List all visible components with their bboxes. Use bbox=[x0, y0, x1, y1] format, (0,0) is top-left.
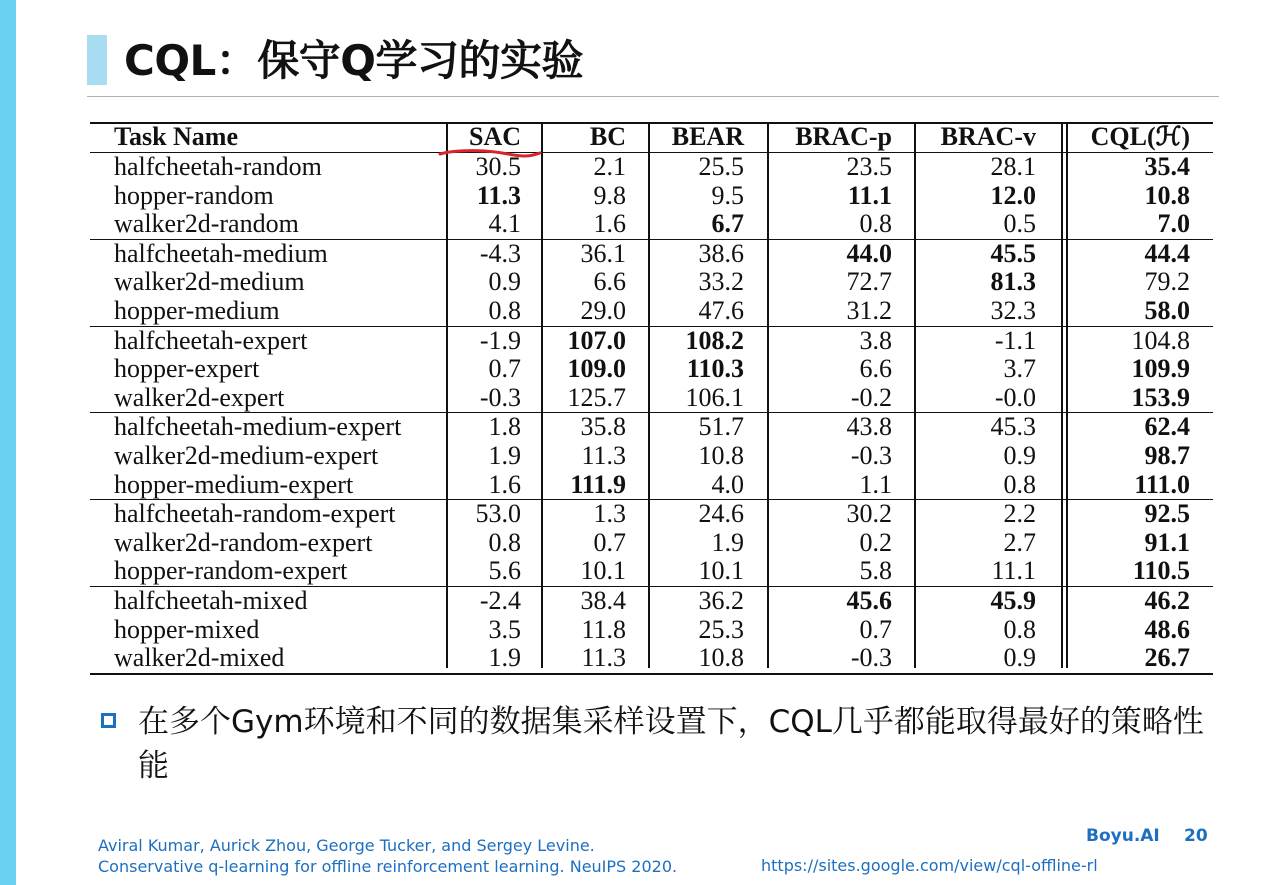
score-cell: 26.7 bbox=[1144, 643, 1190, 673]
score-cell: 0.8 bbox=[488, 295, 521, 325]
score-cell: -0.2 bbox=[850, 382, 892, 412]
score-cell: 1.9 bbox=[488, 440, 521, 470]
score-cell: 0.8 bbox=[1003, 614, 1036, 644]
score-cell: 35.4 bbox=[1144, 152, 1190, 181]
score-cell: 0.5 bbox=[1003, 209, 1036, 239]
task-name-cell: hopper-mixed bbox=[114, 614, 260, 644]
score-cell: 10.1 bbox=[580, 556, 626, 586]
score-cell: 1.9 bbox=[711, 527, 744, 557]
score-cell: 0.2 bbox=[859, 527, 892, 557]
score-cell: 5.6 bbox=[488, 556, 521, 586]
score-cell: 6.6 bbox=[859, 354, 892, 384]
table-row bbox=[90, 471, 1213, 500]
task-name-cell: halfcheetah-mixed bbox=[114, 585, 308, 615]
score-cell: 81.3 bbox=[990, 267, 1036, 297]
task-name-cell: walker2d-random-expert bbox=[114, 527, 373, 557]
task-name-cell: halfcheetah-expert bbox=[114, 325, 308, 355]
left-accent-bar bbox=[0, 0, 16, 885]
score-cell: 109.0 bbox=[567, 354, 626, 384]
score-cell: 1.3 bbox=[593, 499, 626, 529]
score-cell: -2.4 bbox=[479, 585, 521, 615]
score-cell: 4.0 bbox=[711, 469, 744, 499]
table-row bbox=[90, 529, 1213, 558]
task-name-cell: halfcheetah-random bbox=[114, 152, 322, 181]
task-name-cell: walker2d-medium bbox=[114, 267, 305, 297]
score-cell: 25.3 bbox=[698, 614, 744, 644]
task-name-cell: halfcheetah-random-expert bbox=[114, 499, 396, 529]
table-row bbox=[90, 499, 1213, 529]
score-cell: 44.4 bbox=[1144, 238, 1190, 268]
task-name-cell: halfcheetah-medium-expert bbox=[114, 412, 402, 442]
score-cell: 2.2 bbox=[1003, 499, 1036, 529]
score-cell: 45.9 bbox=[990, 585, 1036, 615]
score-cell: 10.8 bbox=[1144, 180, 1190, 210]
score-cell: 9.8 bbox=[593, 180, 626, 210]
header-col-2: BC bbox=[589, 122, 626, 151]
score-cell: 110.5 bbox=[1132, 556, 1190, 586]
score-cell: 108.2 bbox=[685, 325, 744, 355]
header-col-4: BRAC-p bbox=[795, 122, 892, 151]
column-divider bbox=[914, 122, 916, 668]
column-divider bbox=[1066, 122, 1068, 668]
score-cell: 38.6 bbox=[698, 238, 744, 268]
score-cell: 0.9 bbox=[1003, 440, 1036, 470]
page-title: CQL：保守Q学习的实验 bbox=[124, 36, 583, 85]
score-cell: 58.0 bbox=[1144, 295, 1190, 325]
score-cell: 10.8 bbox=[698, 643, 744, 673]
table-row bbox=[90, 644, 1213, 675]
score-cell: 45.5 bbox=[990, 238, 1036, 268]
score-cell: -0.0 bbox=[994, 382, 1036, 412]
score-cell: 30.2 bbox=[846, 499, 892, 529]
score-cell: 111.0 bbox=[1134, 469, 1190, 499]
score-cell: 2.7 bbox=[1003, 527, 1036, 557]
header-col-5: BRAC-v bbox=[940, 122, 1036, 151]
citation-paper: Conservative q-learning for offline reinforcement learning. NeuIPS 2020. bbox=[98, 857, 678, 876]
table-row bbox=[90, 326, 1213, 356]
task-name-cell: walker2d-expert bbox=[114, 382, 285, 412]
score-cell: 11.3 bbox=[581, 643, 626, 673]
score-cell: 6.6 bbox=[593, 267, 626, 297]
score-cell: 36.1 bbox=[580, 238, 626, 268]
header-col-3: BEAR bbox=[671, 122, 744, 151]
score-cell: 12.0 bbox=[990, 180, 1036, 210]
table-header-row bbox=[90, 122, 1213, 153]
title-divider bbox=[87, 96, 1219, 97]
citation bbox=[98, 835, 677, 877]
score-cell: 72.7 bbox=[846, 267, 892, 297]
table-row bbox=[90, 210, 1213, 239]
task-name-cell: walker2d-random bbox=[114, 209, 299, 239]
red-handwritten-underline bbox=[438, 146, 542, 162]
score-cell: 4.1 bbox=[488, 209, 521, 239]
score-cell: -1.1 bbox=[994, 325, 1036, 355]
score-cell: 24.6 bbox=[698, 499, 744, 529]
score-cell: 45.6 bbox=[846, 585, 892, 615]
score-cell: 0.7 bbox=[593, 527, 626, 557]
score-cell: -1.9 bbox=[479, 325, 521, 355]
table-row bbox=[90, 153, 1213, 182]
task-name-cell: halfcheetah-medium bbox=[114, 238, 328, 268]
score-cell: 0.7 bbox=[859, 614, 892, 644]
score-cell: 3.5 bbox=[488, 614, 521, 644]
score-cell: 0.9 bbox=[488, 267, 521, 297]
score-cell: 0.8 bbox=[488, 527, 521, 557]
table-row bbox=[90, 557, 1213, 586]
score-cell: 92.5 bbox=[1144, 499, 1190, 529]
score-cell: 1.6 bbox=[593, 209, 626, 239]
score-cell: 11.8 bbox=[581, 614, 626, 644]
score-cell: 107.0 bbox=[567, 325, 626, 355]
score-cell: 62.4 bbox=[1144, 412, 1190, 442]
bullet-text: 在多个Gym环境和不同的数据集采样设置下，CQL几乎都能取得最好的策略性能 bbox=[138, 704, 1204, 784]
task-name-cell: walker2d-mixed bbox=[114, 643, 285, 673]
score-cell: 43.8 bbox=[846, 412, 892, 442]
column-divider bbox=[541, 122, 543, 668]
score-cell: -0.3 bbox=[850, 440, 892, 470]
results-table bbox=[90, 122, 1213, 675]
score-cell: 47.6 bbox=[698, 295, 744, 325]
reference-link[interactable]: https://sites.google.com/view/cql-offline-rl bbox=[761, 856, 1098, 875]
column-divider bbox=[648, 122, 650, 668]
score-cell: 98.7 bbox=[1144, 440, 1190, 470]
title-marker bbox=[87, 35, 107, 85]
header-task-name: Task Name bbox=[114, 122, 239, 151]
score-cell: 6.7 bbox=[711, 209, 744, 239]
page-number: 20 bbox=[1184, 826, 1208, 846]
task-name-cell: walker2d-medium-expert bbox=[114, 440, 379, 470]
score-cell: 9.5 bbox=[711, 180, 744, 210]
score-cell: 153.9 bbox=[1131, 382, 1190, 412]
task-name-cell: hopper-random-expert bbox=[114, 556, 348, 586]
score-cell: 3.8 bbox=[859, 325, 892, 355]
task-name-cell: hopper-random bbox=[114, 180, 274, 210]
score-cell: 1.9 bbox=[488, 643, 521, 673]
table-row bbox=[90, 268, 1213, 297]
table-row bbox=[90, 297, 1213, 326]
score-cell: 23.5 bbox=[846, 152, 892, 181]
table-row bbox=[90, 586, 1213, 616]
score-cell: 104.8 bbox=[1131, 325, 1190, 355]
score-cell: 30.5 bbox=[475, 152, 521, 181]
score-cell: 28.1 bbox=[990, 152, 1036, 181]
score-cell: 53.0 bbox=[475, 499, 521, 529]
table-row bbox=[90, 384, 1213, 413]
score-cell: 109.9 bbox=[1131, 354, 1190, 384]
score-cell: 11.3 bbox=[476, 180, 521, 210]
score-cell: 106.1 bbox=[685, 382, 744, 412]
score-cell: 1.6 bbox=[488, 469, 521, 499]
table-row bbox=[90, 239, 1213, 269]
table-row bbox=[90, 616, 1213, 645]
score-cell: 3.7 bbox=[1003, 354, 1036, 384]
citation-authors: Aviral Kumar, Aurick Zhou, George Tucker, and Sergey Levine. bbox=[98, 836, 595, 855]
score-cell: 35.8 bbox=[580, 412, 626, 442]
table-row bbox=[90, 355, 1213, 384]
column-divider bbox=[446, 122, 448, 668]
score-cell: -0.3 bbox=[850, 643, 892, 673]
score-cell: 36.2 bbox=[698, 585, 744, 615]
score-cell: 32.3 bbox=[990, 295, 1036, 325]
task-name-cell: hopper-medium bbox=[114, 295, 280, 325]
score-cell: 0.8 bbox=[859, 209, 892, 239]
table-row bbox=[90, 442, 1213, 471]
header-col-1: SAC bbox=[468, 122, 521, 151]
task-name-cell: hopper-expert bbox=[114, 354, 260, 384]
score-cell: -4.3 bbox=[479, 238, 521, 268]
score-cell: 44.0 bbox=[846, 238, 892, 268]
score-cell: 0.8 bbox=[1003, 469, 1036, 499]
score-cell: 91.1 bbox=[1144, 527, 1190, 557]
column-divider bbox=[1061, 122, 1063, 668]
score-cell: 0.9 bbox=[1003, 643, 1036, 673]
score-cell: 110.3 bbox=[686, 354, 744, 384]
score-cell: 29.0 bbox=[580, 295, 626, 325]
score-cell: 45.3 bbox=[990, 412, 1036, 442]
score-cell: 79.2 bbox=[1144, 267, 1190, 297]
score-cell: 38.4 bbox=[580, 585, 626, 615]
bullet-square-icon bbox=[101, 713, 116, 728]
score-cell: 33.2 bbox=[698, 267, 744, 297]
score-cell: 2.1 bbox=[593, 152, 626, 181]
score-cell: 31.2 bbox=[846, 295, 892, 325]
score-cell: 1.8 bbox=[488, 412, 521, 442]
score-cell: 1.1 bbox=[859, 469, 892, 499]
score-cell: 11.1 bbox=[991, 556, 1036, 586]
score-cell: -0.3 bbox=[479, 382, 521, 412]
score-cell: 10.1 bbox=[698, 556, 744, 586]
score-cell: 5.8 bbox=[859, 556, 892, 586]
task-name-cell: hopper-medium-expert bbox=[114, 469, 354, 499]
score-cell: 11.1 bbox=[847, 180, 892, 210]
table-row bbox=[90, 182, 1213, 211]
score-cell: 111.9 bbox=[570, 469, 626, 499]
score-cell: 0.7 bbox=[488, 354, 521, 384]
score-cell: 11.3 bbox=[581, 440, 626, 470]
table-row bbox=[90, 412, 1213, 442]
header-col-6: CQL(ℋ) bbox=[1090, 122, 1190, 151]
score-cell: 125.7 bbox=[567, 382, 626, 412]
score-cell: 7.0 bbox=[1157, 209, 1190, 239]
column-divider bbox=[767, 122, 769, 668]
brand-logo-text: Boyu.AI bbox=[1086, 826, 1160, 846]
score-cell: 10.8 bbox=[698, 440, 744, 470]
score-cell: 48.6 bbox=[1144, 614, 1190, 644]
score-cell: 25.5 bbox=[698, 152, 744, 181]
score-cell: 46.2 bbox=[1144, 585, 1190, 615]
score-cell: 51.7 bbox=[698, 412, 744, 442]
